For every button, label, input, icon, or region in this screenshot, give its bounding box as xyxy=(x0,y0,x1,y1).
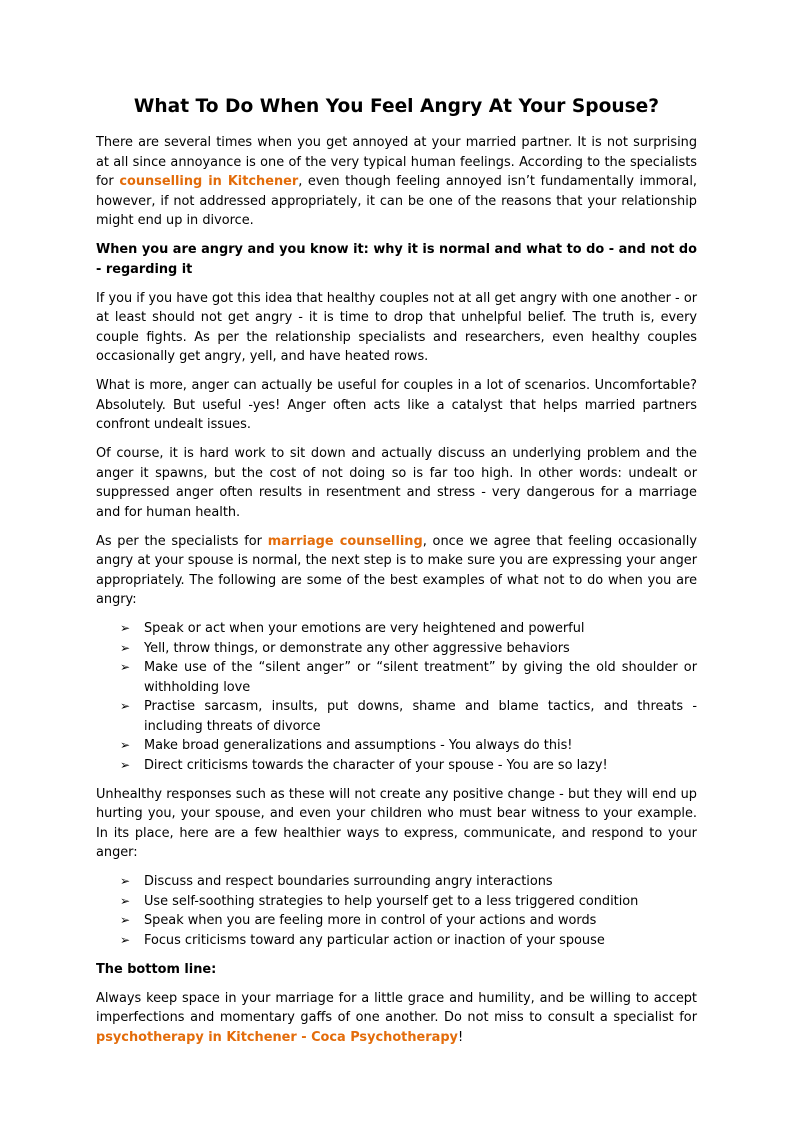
marriage-counselling-link[interactable]: marriage counselling xyxy=(267,533,423,549)
psychotherapy-kitchener-link[interactable]: psychotherapy in Kitchener xyxy=(96,1029,297,1045)
bottom-line-heading: The bottom line: xyxy=(96,961,217,977)
list-item-text: Discuss and respect boundaries surrounding angry interactions xyxy=(144,874,553,889)
unhealthy-responses-paragraph: Unhealthy responses such as these will not create any positive change - but they will end up hurting you, your spouse, and even your children who must bear witness to your example. In its place, here are a few healthier ways to express, communicate, and respond to your anger: xyxy=(96,786,697,860)
list-item xyxy=(96,697,697,736)
list-item-text: Make broad generalizations and assumptions - You always do this! xyxy=(144,738,573,753)
specialists-paragraph xyxy=(96,532,697,610)
arrow-bullet-icon: ➢ xyxy=(120,699,131,713)
list-item-text: Speak when you are feeling more in control of your actions and words xyxy=(144,913,597,928)
arrow-bullet-icon: ➢ xyxy=(120,874,131,888)
list-item xyxy=(96,639,697,659)
page-title: What To Do When You Feel Angry At Your Spouse? xyxy=(133,96,660,117)
specialists-text-end: , once we agree that feeling occasionally angry at your spouse is normal, the next step is to make sure you are expressing your anger appropriately. The following are some of the best examples of what not to do when you are angry: xyxy=(96,533,697,607)
closing-paragraph xyxy=(96,989,697,1048)
arrow-bullet-icon: ➢ xyxy=(120,757,131,772)
list-item-text: Speak or act when your emotions are very heightened and powerful xyxy=(144,621,585,636)
list-item-text: Direct criticisms towards the character of your spouse - You are so lazy! xyxy=(144,757,608,773)
list-item xyxy=(96,911,697,931)
do-list xyxy=(96,872,697,950)
intro-text-end: , even though feeling annoyed isn’t fundamentally immoral, however, if not addressed appropriately, it can be one of the reasons that your relationship might end up in divorce. xyxy=(96,174,698,228)
section-subheading: When you are angry and you know it: why it is normal and what to do - and not do - regarding it xyxy=(96,242,697,277)
list-item-text: Yell, throw things, or demonstrate any other aggressive behaviors xyxy=(144,640,570,656)
paragraph-hard-work: Of course, it is hard work to sit down and actually discuss an underlying problem and the anger it spawns, but the cost of not doing so is far too high. In other words: undealt or suppressed anger often results in resentment and stress - very dangerous for a marriage and for human health. xyxy=(96,446,697,520)
list-item xyxy=(96,736,697,756)
counselling-kitchener-link[interactable]: counselling in Kitchener xyxy=(119,174,299,189)
arrow-bullet-icon: ➢ xyxy=(120,913,131,927)
list-item-text: Practise sarcasm, insults, put downs, shame and blame tactics, and threats - including threats of divorce xyxy=(144,699,697,734)
list-item xyxy=(96,931,697,951)
closing-text-end: ! xyxy=(457,1029,464,1045)
intro-text-start: There are several times when you get annoyed at your married partner. It is not surprising at all since annoyance is one of the very typical human feelings. According to the specialists for xyxy=(96,135,697,189)
paragraph-healthy-couples: If you if you have got this idea that healthy couples not at all get angry with one another - or at least should not get angry - it is time to drop that unhelpful belief. The truth is, every couple fights. As per the relationship specialists and researchers, even healthy couples occasionally get angry, yell, and have heated rows. xyxy=(96,290,697,364)
coca-psychotherapy-link[interactable]: Coca Psychotherapy xyxy=(311,1029,458,1045)
list-item xyxy=(96,619,697,639)
list-item-text: Focus criticisms toward any particular action or inaction of your spouse xyxy=(144,932,605,948)
arrow-bullet-icon: ➢ xyxy=(120,932,131,947)
link-separator: - xyxy=(296,1029,312,1045)
list-item xyxy=(96,872,697,892)
arrow-bullet-icon: ➢ xyxy=(120,893,131,908)
intro-paragraph xyxy=(96,133,697,231)
arrow-bullet-icon: ➢ xyxy=(120,660,131,674)
paragraph-anger-useful: What is more, anger can actually be useful for couples in a lot of scenarios. Uncomfortable? Absolutely. But useful -yes! Anger often acts like a catalyst that helps married partners confront undealt issues. xyxy=(96,378,697,432)
arrow-bullet-icon: ➢ xyxy=(120,738,131,752)
list-item-text: Make use of the “silent anger” or “silent treatment” by giving the old shoulder or withholding love xyxy=(144,660,697,695)
closing-text-start: Always keep space in your marriage for a little grace and humility, and be willing to accept imperfections and momentary gaffs of one another. Do not miss to consult a specialist for xyxy=(96,990,697,1025)
arrow-bullet-icon: ➢ xyxy=(120,640,131,655)
list-item xyxy=(96,658,697,697)
dont-list xyxy=(96,619,697,775)
list-item xyxy=(96,892,697,912)
specialists-text-start: As per the specialists for xyxy=(96,533,268,549)
arrow-bullet-icon: ➢ xyxy=(120,621,131,635)
list-item-text: Use self-soothing strategies to help yourself get to a less triggered condition xyxy=(144,893,639,909)
list-item xyxy=(96,756,697,776)
